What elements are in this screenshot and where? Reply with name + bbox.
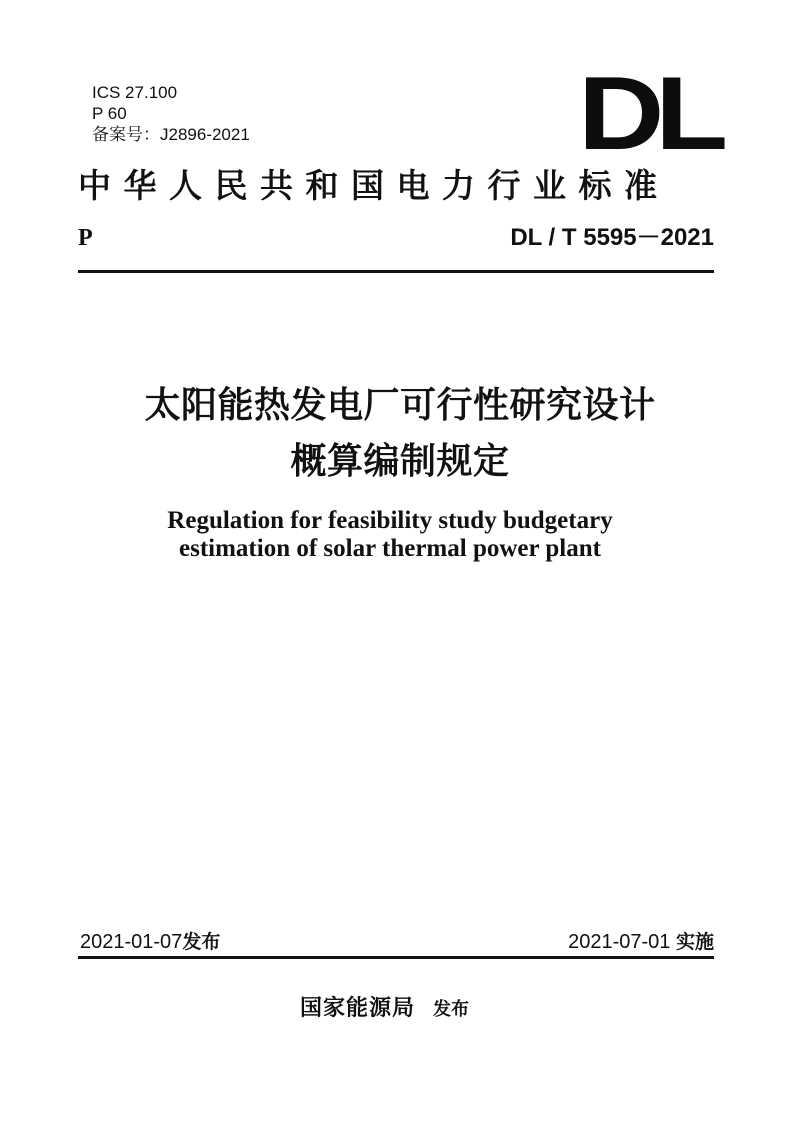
ccs-code: P 60 <box>92 104 127 123</box>
publisher <box>300 994 469 1024</box>
implementation-date-value: 2021-07-01 <box>568 931 671 953</box>
standard-number: DL / T 5595－2021 <box>510 224 714 251</box>
implementation-date-label: 实施 <box>675 931 714 953</box>
publisher-org: 国家能源局 <box>300 995 416 1021</box>
implementation-date <box>568 930 714 954</box>
document-title-chinese <box>0 378 800 490</box>
title-en-line-2: estimation of solar thermal power plant <box>179 535 601 562</box>
top-divider <box>78 270 714 273</box>
classification-letter: P <box>78 225 93 251</box>
issue-date-value: 2021-01-07 <box>80 931 183 953</box>
ics-code: ICS 27.100 <box>92 83 178 102</box>
title-en-line-1: Regulation for feasibility study budgetary <box>167 507 613 534</box>
dl-logo: DL <box>578 56 720 172</box>
classification-block <box>92 82 250 145</box>
issue-date-label: 发布 <box>182 931 221 953</box>
title-cn-line-2: 概算编制规定 <box>290 441 510 482</box>
document-title-english <box>0 507 780 563</box>
title-cn-line-1: 太阳能热发电厂可行性研究设计 <box>144 385 656 426</box>
standard-category-title: 中华人民共和国电力行业标准 <box>78 166 670 205</box>
publisher-label: 发布 <box>433 999 470 1020</box>
issue-date <box>80 930 220 954</box>
filing-number: 备案号：J2896-2021 <box>92 125 250 144</box>
bottom-divider <box>78 956 714 959</box>
